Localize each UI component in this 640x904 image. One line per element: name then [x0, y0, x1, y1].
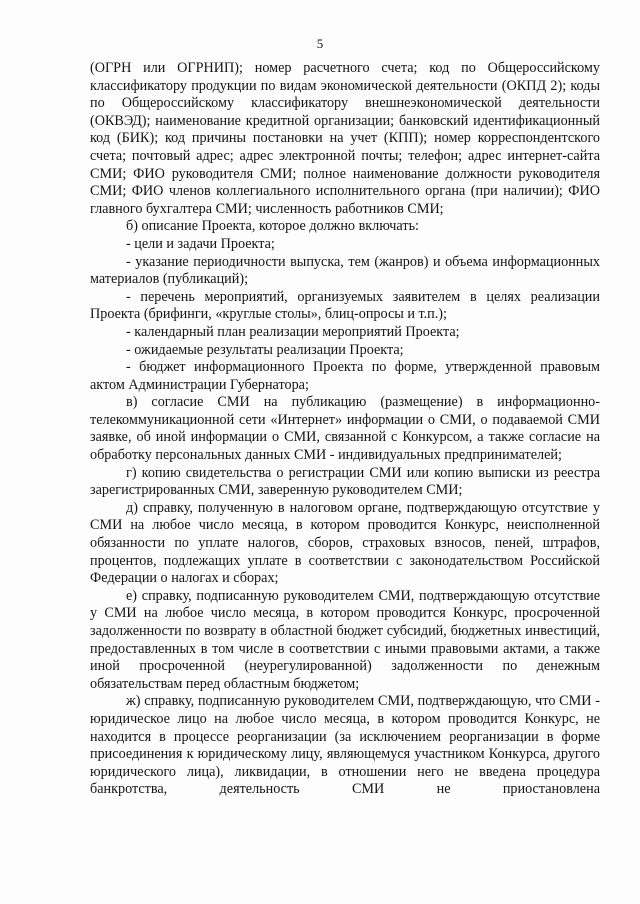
paragraph-e: е) справку, подписанную руководителем СМИ, подтверждающую отсутствие у СМИ на любое число месяца, в котором проводится Конкурс, просроченной задолженности по возврату в областной бюджет субсидий, бюджетных инвестиций, предоставленных в том числе в соответствии с иными правовыми актами, а также иной просроченной (неурегулированной) задолженности по денежным обязательствам перед областным бюджетом; — [90, 587, 600, 692]
paragraph-g: г) копию свидетельства о регистрации СМИ или копию выписки из реестра зарегистрированных СМИ, заверенную руководителем СМИ; — [90, 464, 600, 499]
paragraph-b: б) описание Проекта, которое должно включать: — [126, 218, 419, 235]
list-item-events: - перечень мероприятий, организуемых заявителем в целях реализации Проекта (брифинги, «круглые столы», блиц-опросы и т.п.); — [90, 288, 600, 323]
list-item-budget: - бюджет информационного Проекта по форме, утвержденной правовым актом Администрации Губернатора; — [90, 359, 600, 393]
document-body — [90, 60, 600, 799]
list-item-expected-results: - ожидаемые результаты реализации Проекта; — [126, 341, 404, 358]
paragraph-contacts: (ОГРН или ОГРНИП); номер расчетного счета; код по Общероссийскому классификатору продукции по видам экономической деятельности (ОКПД 2); коды по Общероссийскому классификатору внешнеэкономической деятельности (ОКВЭД); наименование кредитной организации; банковский идентификационный код (БИК); код причины постановки на учет (КПП); номер корреспондентского счета; почтовый адрес; адрес электронной почты; телефон; адрес интернет-сайта СМИ; ФИО руководителя СМИ; полное наименование должности руководителя СМИ; ФИО членов коллегиального исполнительного органа (при наличии); ФИО главного бухгалтера СМИ; численность работников СМИ; — [90, 60, 600, 217]
paragraph-d: д) справку, полученную в налоговом органе, подтверждающую отсутствие у СМИ на любое число месяца, в котором проводится Конкурс, неисполненной обязанности по уплате налогов, сборов, страховых взносов, пеней, штрафов, процентов, подлежащих уплате в соответствии с законодательством Российской Федерации о налогах и сборах; — [90, 499, 600, 587]
list-item-goals: - цели и задачи Проекта; — [126, 235, 275, 252]
list-item-calendar-plan: - календарный план реализации мероприятий Проекта; — [126, 323, 460, 340]
paragraph-v: в) согласие СМИ на публикацию (размещение) в информационно-телекоммуникационной сети «Интернет» информации о СМИ, о подаваемой СМИ заявке, об иной информации о СМИ, связанной с Конкурсом, а также согласие на обработку персональных данных СМИ - индивидуальных предпринимателей; — [90, 394, 600, 464]
list-item-periodicity: - указание периодичности выпуска, тем (жанров) и объема информационных материалов (публикаций); — [90, 253, 600, 288]
paragraph-zh: ж) справку, подписанную руководителем СМИ, подтверждающую, что СМИ - юридическое лицо на любое число месяца, в котором проводится Конкурс, не находится в процессе реорганизации (за исключением реорганизации в форме присоединения к юридическому лицу, являющемуся участником Конкурса, другого юридического лица), ликвидации, в отношении него не введена процедура банкротства, деятельность СМИ не приостановлена — [90, 693, 600, 798]
page-number: 5 — [316, 36, 324, 51]
